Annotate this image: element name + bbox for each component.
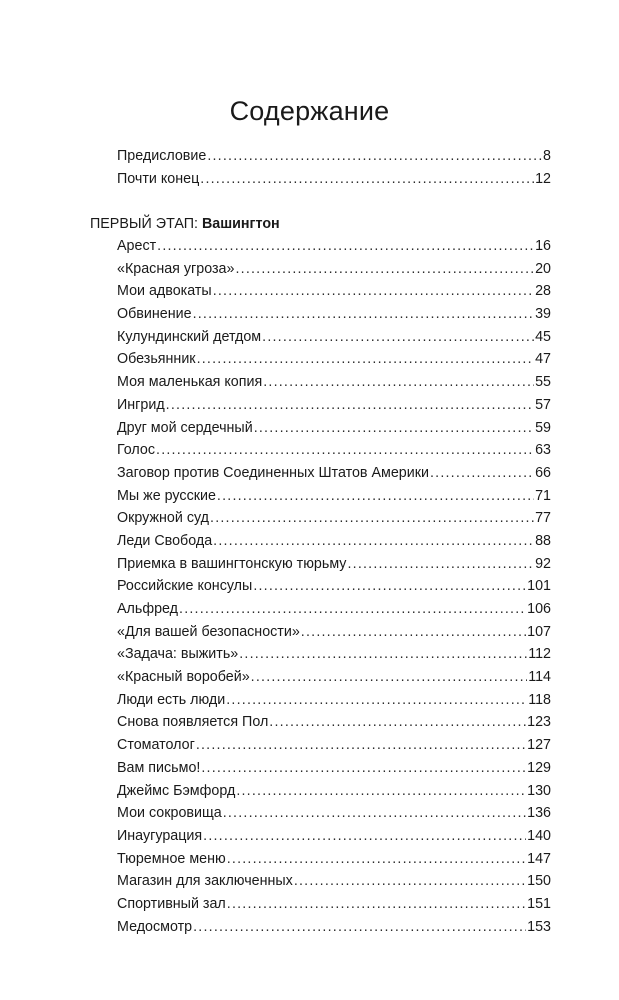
part-name: Вашингтон xyxy=(201,216,280,232)
toc-entry xyxy=(117,666,551,689)
toc-entry-title: «Задача: выжить» xyxy=(117,646,239,663)
toc-entry xyxy=(117,348,551,371)
toc-entry xyxy=(117,235,551,258)
toc-entry-page: 39 xyxy=(535,306,551,323)
toc-entry-page: 66 xyxy=(535,464,551,481)
toc-entry-page: 127 xyxy=(527,737,551,754)
toc-entry-page: 71 xyxy=(535,487,551,504)
part-label: ПЕРВЫЙ ЭТАП: xyxy=(90,216,198,232)
toc-entry-page: 129 xyxy=(527,759,551,776)
toc-leader-dots xyxy=(301,621,526,644)
toc-entry xyxy=(117,145,551,168)
toc-entry-page: 47 xyxy=(535,351,551,368)
toc-entry-page: 136 xyxy=(527,805,551,822)
toc-entry xyxy=(117,598,551,621)
toc-entry-title: Ингрид xyxy=(117,396,165,413)
toc-leader-dots xyxy=(200,168,534,191)
toc-entry-page: 88 xyxy=(535,532,551,549)
page-title: Содержание xyxy=(229,96,390,126)
toc-entry-page: 151 xyxy=(527,895,551,912)
toc-leader-dots xyxy=(236,780,526,803)
toc-entry-page: 130 xyxy=(527,782,551,799)
toc-leader-dots xyxy=(262,326,534,349)
toc-entry-title: Окружной суд xyxy=(117,510,210,527)
toc-entry-page: 101 xyxy=(527,578,551,595)
toc-leader-dots xyxy=(253,575,526,598)
part-heading xyxy=(90,213,280,235)
toc-entry-title: «Для вашей безопасности» xyxy=(117,623,300,640)
toc-entry-page: 59 xyxy=(535,419,551,436)
toc-entry xyxy=(117,893,551,916)
toc-leader-dots xyxy=(213,530,534,553)
toc-entry-title: Обезьянник xyxy=(117,351,196,368)
toc-entry xyxy=(117,643,551,666)
toc-entry xyxy=(117,780,551,803)
toc-entry-title: Предисловие xyxy=(117,148,207,164)
toc-entry-title: Вам письмо! xyxy=(117,759,201,776)
toc-entry-title: Инаугурация xyxy=(117,827,203,844)
toc-leader-dots xyxy=(201,757,526,780)
toc-leader-dots xyxy=(193,303,535,326)
toc-leader-dots xyxy=(239,643,527,666)
toc-entry xyxy=(117,916,551,939)
part1-entries xyxy=(117,235,551,938)
toc-entry xyxy=(117,734,551,757)
toc-leader-dots xyxy=(196,734,526,757)
toc-entry-title: Леди Свобода xyxy=(117,532,213,549)
toc-entry xyxy=(117,371,551,394)
toc-leader-dots xyxy=(251,666,528,689)
toc-entry-title: Друг мой сердечный xyxy=(117,419,253,436)
toc-entry-title: Альфред xyxy=(117,601,179,617)
toc-entry-title: Спортивный зал xyxy=(117,895,226,912)
toc-leader-dots xyxy=(207,145,542,168)
toc-leader-dots xyxy=(157,235,534,258)
toc-leader-dots xyxy=(210,507,534,530)
toc-entry xyxy=(117,168,551,191)
toc-entry xyxy=(117,870,551,893)
toc-entry-page: 57 xyxy=(535,396,551,413)
toc-entry xyxy=(117,825,551,848)
toc-entry-page: 20 xyxy=(535,260,551,277)
toc-entry-page: 92 xyxy=(535,555,551,572)
toc-entry xyxy=(117,530,551,553)
toc-entry-page: 114 xyxy=(528,669,551,686)
toc-entry-title: Мы же русские xyxy=(117,487,216,504)
toc-entry xyxy=(117,417,551,440)
toc-entry xyxy=(117,280,551,303)
toc-leader-dots xyxy=(213,280,534,303)
toc-entry-title: Приемка в вашингтонскую тюрьму xyxy=(117,555,347,572)
toc-entry-title: Кулундинский детдом xyxy=(117,328,262,345)
toc-entry-page: 106 xyxy=(527,601,551,617)
toc-entry xyxy=(117,303,551,326)
toc-leader-dots xyxy=(263,371,534,394)
toc-entry xyxy=(117,258,551,281)
toc-entry-page: 112 xyxy=(528,646,551,663)
toc-leader-dots xyxy=(294,870,526,893)
toc-entry-page: 12 xyxy=(535,170,551,187)
toc-entry-page: 16 xyxy=(535,238,551,254)
toc-entry-title: Магазин для заключенных xyxy=(117,873,293,890)
toc-entry-title: Голос xyxy=(117,442,156,459)
toc-leader-dots xyxy=(197,348,535,371)
toc-entry-title: Обвинение xyxy=(117,306,192,323)
intro-entries xyxy=(117,145,551,190)
toc-entry-title: Моя маленькая копия xyxy=(117,374,263,391)
toc-entry xyxy=(117,689,551,712)
toc-entry xyxy=(117,848,551,871)
toc-entry-title: Мои сокровища xyxy=(117,805,222,822)
toc-entry-page: 63 xyxy=(535,442,551,459)
toc-entry xyxy=(117,802,551,825)
toc-entry xyxy=(117,757,551,780)
toc-entry xyxy=(117,326,551,349)
toc-entry-page: 118 xyxy=(528,691,551,708)
toc-entry xyxy=(117,439,551,462)
toc-leader-dots xyxy=(235,258,534,281)
toc-entry xyxy=(117,553,551,576)
toc-entry xyxy=(117,462,551,485)
toc-entry-title: Мои адвокаты xyxy=(117,283,212,300)
toc-entry xyxy=(117,621,551,644)
toc-leader-dots xyxy=(430,462,534,485)
toc-entry-title: Тюремное меню xyxy=(117,850,226,867)
toc-entry-title: Российские консулы xyxy=(117,578,253,595)
toc-leader-dots xyxy=(254,417,534,440)
toc-leader-dots xyxy=(223,802,526,825)
toc-entry-title: Заговор против Соединенных Штатов Америки xyxy=(117,464,429,481)
toc-entry-title: Арест xyxy=(117,238,157,254)
toc-entry-title: Люди есть люди xyxy=(117,691,226,708)
toc-entry-page: 150 xyxy=(527,873,551,890)
toc-entry-title: «Красная угроза» xyxy=(117,260,235,277)
toc-entry xyxy=(117,575,551,598)
toc-entry-page: 77 xyxy=(535,510,551,527)
toc-entry-title: Почти конец xyxy=(117,170,200,187)
toc-entry-page: 107 xyxy=(527,623,551,640)
toc-leader-dots xyxy=(179,598,526,621)
toc-entry-title: Джеймс Бэмфорд xyxy=(117,782,236,799)
toc-entry-page: 8 xyxy=(543,148,551,164)
toc-leader-dots xyxy=(226,689,527,712)
toc-entry xyxy=(117,485,551,508)
toc-entry xyxy=(117,394,551,417)
toc-entry xyxy=(117,507,551,530)
toc-leader-dots xyxy=(156,439,534,462)
toc-entry-page: 123 xyxy=(527,714,551,731)
toc-entry-page: 140 xyxy=(527,827,551,844)
toc-leader-dots xyxy=(217,485,534,508)
toc-entry xyxy=(117,711,551,734)
toc-leader-dots xyxy=(227,893,526,916)
toc-leader-dots xyxy=(269,711,526,734)
toc-entry-page: 153 xyxy=(527,918,551,935)
toc-entry-page: 45 xyxy=(535,328,551,345)
toc-leader-dots xyxy=(166,394,534,417)
toc-entry-title: «Красный воробей» xyxy=(117,669,250,686)
toc-entry-page: 147 xyxy=(527,850,551,867)
toc-leader-dots xyxy=(347,553,534,576)
toc-leader-dots xyxy=(193,916,526,939)
toc-entry-title: Стоматолог xyxy=(117,737,195,754)
toc-leader-dots xyxy=(227,848,526,871)
toc-entry-title: Снова появляется Пол xyxy=(117,714,269,731)
toc-entry-page: 55 xyxy=(535,374,551,391)
toc-entry-page: 28 xyxy=(535,283,551,300)
toc-leader-dots xyxy=(203,825,526,848)
toc-entry-title: Медосмотр xyxy=(117,918,193,935)
